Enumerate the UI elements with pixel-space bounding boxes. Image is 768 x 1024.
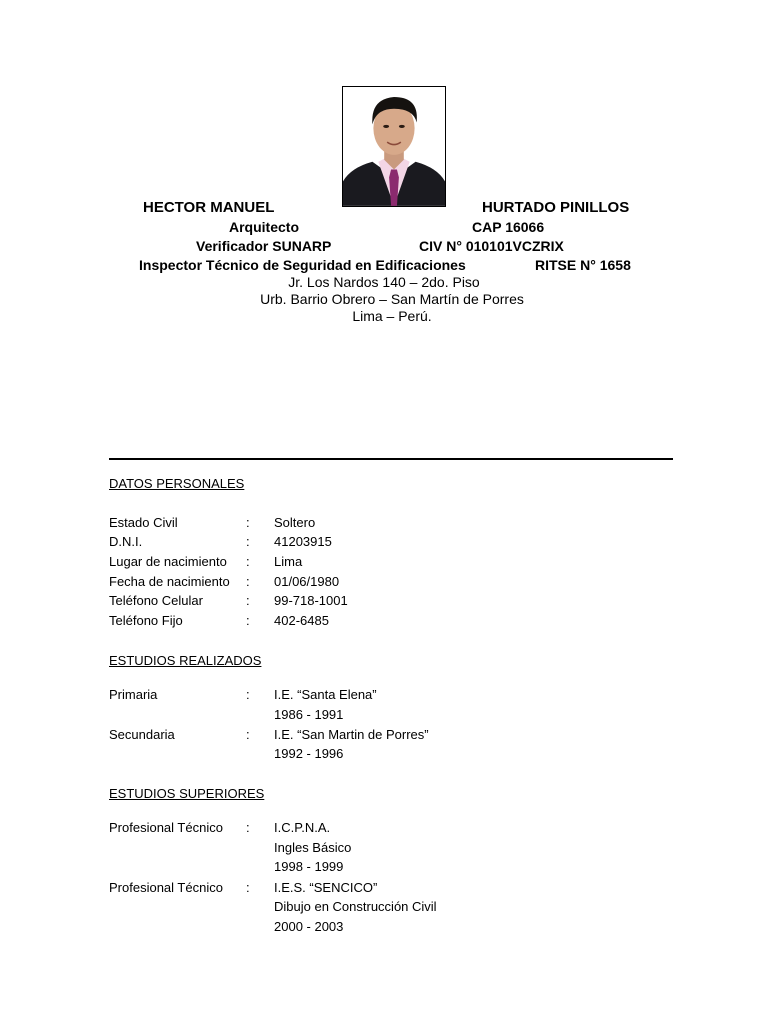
label-dni: D.N.I. xyxy=(109,534,143,549)
colon: : xyxy=(246,613,250,628)
last-name: HURTADO PINILLOS xyxy=(482,199,630,216)
label-telefono-celular: Teléfono Celular xyxy=(109,593,203,608)
value-telefono-celular: 99-718-1001 xyxy=(274,593,348,608)
colon: : xyxy=(246,593,250,608)
colon: : xyxy=(246,534,250,549)
value-estado-civil: Soltero xyxy=(274,515,316,530)
address-line-1: Jr. Los Nardos 140 – 2do. Piso xyxy=(288,274,480,290)
label-fecha-nacimiento: Fecha de nacimiento xyxy=(109,574,230,589)
label-profesional-tecnico-2: Profesional Técnico xyxy=(109,880,223,895)
value-fecha-nacimiento: 01/06/1980 xyxy=(274,574,340,589)
value-dni: 41203915 xyxy=(274,534,332,549)
address-line-2: Urb. Barrio Obrero – San Martín de Porres xyxy=(260,291,524,307)
section-title-personal: DATOS PERSONALES xyxy=(109,476,245,491)
label-profesional-tecnico-1: Profesional Técnico xyxy=(109,820,223,835)
civ-number: CIV N° 010101VCZRIX xyxy=(419,238,564,254)
section-title-higher: ESTUDIOS SUPERIORES xyxy=(109,786,265,801)
school-sencico: I.E.S. “SENCICO” xyxy=(274,880,378,895)
value-telefono-fijo: 402-6485 xyxy=(274,613,329,628)
colon: : xyxy=(246,554,250,569)
colon: : xyxy=(246,820,250,835)
address-line-3: Lima – Perú. xyxy=(352,308,432,324)
inspector-title: Inspector Técnico de Seguridad en Edificaciones xyxy=(139,257,466,273)
label-estado-civil: Estado Civil xyxy=(109,515,178,530)
years-secundaria: 1992 - 1996 xyxy=(274,746,344,761)
first-name: HECTOR MANUEL xyxy=(143,199,275,216)
label-lugar-nacimiento: Lugar de nacimiento xyxy=(109,554,227,569)
colon: : xyxy=(246,574,250,589)
school-secundaria: I.E. “San Martin de Porres” xyxy=(274,727,429,742)
label-secundaria: Secundaria xyxy=(109,727,175,742)
person-photo-icon xyxy=(343,87,445,206)
profile-photo xyxy=(342,86,446,207)
section-title-studies: ESTUDIOS REALIZADOS xyxy=(109,653,262,668)
colon: : xyxy=(246,687,250,702)
divider xyxy=(109,458,673,460)
school-icpna: I.C.P.N.A. xyxy=(274,820,331,835)
verifier-title: Verificador SUNARP xyxy=(196,238,332,254)
course-icpna: Ingles Básico xyxy=(274,840,352,855)
ritse-number: RITSE N° 1658 xyxy=(535,257,631,273)
profession: Arquitecto xyxy=(229,219,299,235)
colon: : xyxy=(246,880,250,895)
years-sencico: 2000 - 2003 xyxy=(274,919,344,934)
colon: : xyxy=(246,515,250,530)
label-telefono-fijo: Teléfono Fijo xyxy=(109,613,183,628)
cap-number: CAP 16066 xyxy=(472,219,545,235)
years-icpna: 1998 - 1999 xyxy=(274,859,344,874)
value-lugar-nacimiento: Lima xyxy=(274,554,303,569)
label-primaria: Primaria xyxy=(109,687,158,702)
years-primaria: 1986 - 1991 xyxy=(274,707,344,722)
course-sencico: Dibujo en Construcción Civil xyxy=(274,899,437,914)
colon: : xyxy=(246,727,250,742)
school-primaria: I.E. “Santa Elena” xyxy=(274,687,377,702)
